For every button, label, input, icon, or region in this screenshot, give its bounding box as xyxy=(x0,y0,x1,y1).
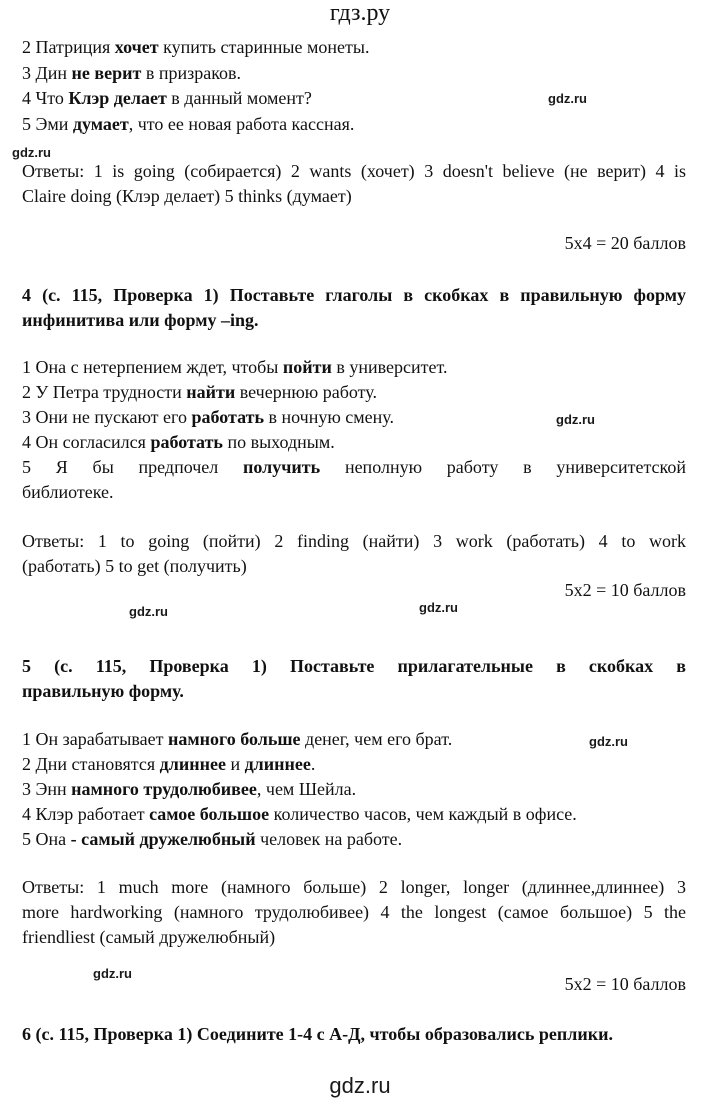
item-text: и xyxy=(225,754,245,774)
item-bold: - самый дружелюбный xyxy=(70,829,256,849)
item-number: 3 xyxy=(22,779,31,799)
item-text: неполную работу в университетской xyxy=(344,457,686,477)
item-text: Я бы предпочел xyxy=(55,457,244,477)
list-item xyxy=(22,828,402,850)
item-text: У Петра трудности xyxy=(35,382,187,402)
list-item xyxy=(22,87,312,109)
item-text: денег, чем его брат. xyxy=(300,729,453,749)
item-text: Энн xyxy=(35,779,72,799)
item-bold: самое большое xyxy=(149,804,270,824)
item-number: 1 xyxy=(22,729,31,749)
answers-line: (работать) 5 to get (получить) xyxy=(22,556,247,576)
answers-line: friendliest (самый дружелюбный) xyxy=(22,927,276,947)
item-text: Она с нетерпением ждет, чтобы xyxy=(35,357,283,377)
item-text: купить старинные монеты. xyxy=(158,37,370,57)
watermark: gdz.ru xyxy=(12,145,51,160)
item-text: . xyxy=(310,754,316,774)
item-text: в ночную смену. xyxy=(263,407,394,427)
score: 5х4 = 20 баллов xyxy=(564,233,686,253)
item-text: в призраков. xyxy=(141,63,242,83)
item-bold: пойти xyxy=(282,357,332,377)
watermark: gdz.ru xyxy=(129,604,168,619)
item-text: Дин xyxy=(35,63,72,83)
item-text: Что xyxy=(35,88,69,108)
answers-line: more hardworking (намного трудолюбивее) 4 the longest (самое большое) 5 the xyxy=(22,902,686,922)
score: 5х2 = 10 баллов xyxy=(564,580,686,600)
answers-line: Ответы: 1 much more (намного больше) 2 longer, longer (длиннее,длиннее) 3 xyxy=(22,877,686,897)
item-text: Она xyxy=(35,829,71,849)
item-number: 2 xyxy=(22,754,31,774)
score: 5х2 = 10 баллов xyxy=(564,974,686,994)
item-number: 3 xyxy=(22,407,31,427)
list-item xyxy=(22,62,241,84)
list-item xyxy=(22,753,315,775)
item-text: Они не пускают его xyxy=(35,407,192,427)
list-item xyxy=(22,803,577,825)
list-item xyxy=(22,381,377,403)
item-bold: получить xyxy=(243,457,321,477)
item-bold: не верит xyxy=(71,63,142,83)
item-text: человек на работе. xyxy=(255,829,403,849)
item-text: количество часов, чем каждый в офисе. xyxy=(269,804,577,824)
watermark: gdz.ru xyxy=(556,412,595,427)
item-text: Он согласился xyxy=(35,432,151,452)
item-bold: длиннее xyxy=(159,754,226,774)
list-item xyxy=(22,113,354,135)
section-heading: правильную форму. xyxy=(22,681,184,701)
item-number: 4 xyxy=(22,88,31,108)
section-heading: 6 (с. 115, Проверка 1) Соедините 1-4 с А-Д, чтобы образовались реплики. xyxy=(22,1024,613,1044)
page-footer-site: gdz.ru xyxy=(329,1073,391,1098)
item-bold: намного трудолюбивее xyxy=(71,779,257,799)
item-text: , что ее новая работа кассная. xyxy=(128,114,355,134)
list-item xyxy=(22,431,335,453)
item-number: 3 xyxy=(22,63,31,83)
item-number: 4 xyxy=(22,432,31,452)
list-item xyxy=(22,406,394,428)
item-text: в университет. xyxy=(331,357,448,377)
watermark: gdz.ru xyxy=(419,600,458,615)
watermark: gdz.ru xyxy=(93,966,132,981)
list-item xyxy=(22,728,452,750)
answers-line: Ответы: 1 to going (пойти) 2 finding (найти) 3 work (работать) 4 to work xyxy=(22,531,686,551)
item-bold: найти xyxy=(186,382,236,402)
item-bold: длиннее xyxy=(244,754,311,774)
item-text: Патриция xyxy=(35,37,115,57)
item-text: в данный момент? xyxy=(166,88,312,108)
list-item xyxy=(22,356,448,378)
item-text: вечернюю работу. xyxy=(235,382,377,402)
list-item xyxy=(22,778,356,800)
watermark: gdz.ru xyxy=(589,734,628,749)
section-heading: 4 (с. 115, Проверка 1) Поставьте глаголы в скобках в правильную форму xyxy=(22,285,686,305)
item-bold: работать xyxy=(150,432,223,452)
item-bold: хочет xyxy=(114,37,159,57)
item-text: , чем Шейла. xyxy=(256,779,357,799)
item-number: 5 xyxy=(22,829,31,849)
list-item-continuation: библиотеке. xyxy=(22,482,114,502)
item-number: 5 xyxy=(22,457,31,477)
item-number: 2 xyxy=(22,37,31,57)
answers-line: Ответы: 1 is going (собирается) 2 wants (хочет) 3 doesn't believe (не верит) 4 is xyxy=(22,161,686,181)
section-heading: инфинитива или форму –ing. xyxy=(22,310,259,330)
item-number: 1 xyxy=(22,357,31,377)
item-text: Дни становятся xyxy=(35,754,160,774)
item-bold: Клэр делает xyxy=(68,88,167,108)
item-bold: намного больше xyxy=(167,729,301,749)
list-item xyxy=(22,36,370,58)
item-number: 2 xyxy=(22,382,31,402)
item-number: 4 xyxy=(22,804,31,824)
section-heading: 5 (с. 115, Проверка 1) Поставьте прилагательные в скобках в xyxy=(22,656,686,676)
item-text: по выходным. xyxy=(222,432,335,452)
item-bold: думает xyxy=(72,114,129,134)
list-item xyxy=(22,456,686,478)
item-text: Клэр работает xyxy=(35,804,150,824)
item-number: 5 xyxy=(22,114,31,134)
item-text: Эми xyxy=(35,114,73,134)
item-bold: работать xyxy=(191,407,264,427)
page-header-site: гдз.ру xyxy=(329,0,391,26)
watermark: gdz.ru xyxy=(548,91,587,106)
item-text: Он зарабатывает xyxy=(35,729,168,749)
answers-line: Claire doing (Клэр делает) 5 thinks (думает) xyxy=(22,186,352,206)
